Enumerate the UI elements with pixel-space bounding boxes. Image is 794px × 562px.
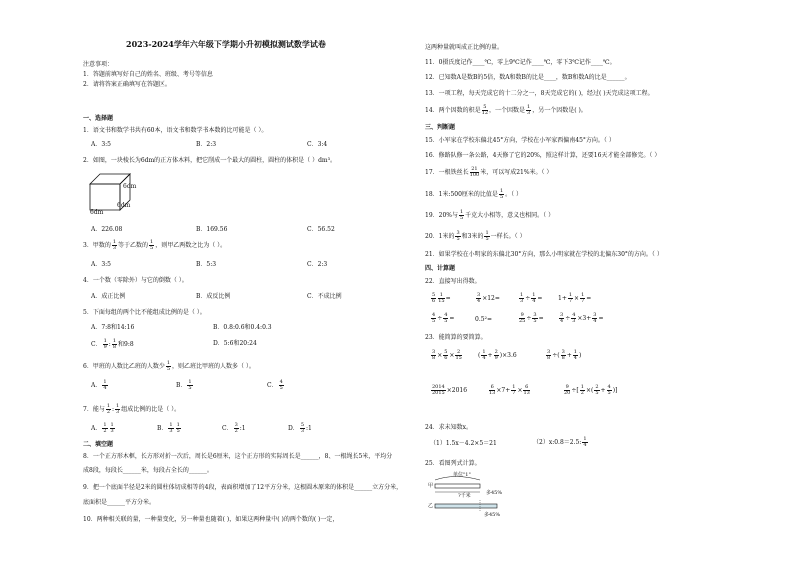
question-11: 11．0摄氏度记作____℃，零上9℃记作____℃，零下3℃记作____℃。 <box>425 59 616 66</box>
q1-option: C．3:4 <box>307 141 328 148</box>
q5-option-d: D．5:6和20:24 <box>213 340 257 347</box>
q5-option: A．7:8和14:16 <box>91 324 135 331</box>
diagram-bottom-label: 多45% <box>484 512 501 518</box>
question-18: 18．1米:500厘米的比值是 $\frac{1}{5}$ 。（ ） <box>425 188 523 200</box>
notice-item: 1．答题前填写好自己的姓名、班级、考号等信息 <box>83 71 213 78</box>
question-16: 16．修路队修一条公路，4天修了它的20%，照这样计算，还要16天才能全部修完。（ ） <box>425 152 661 159</box>
question-15: 15．小军家在学校东偏北45°方向，学校在小军家西偏南45°方向。（ ） <box>425 137 615 144</box>
question-20: 20．1米的 $\frac{3}{5}$ 和3米的 $\frac{1}{5}$ 一样长。（ ） <box>425 230 526 242</box>
q5-option-c: C． $\frac{1}{9}$ : $\frac{1}{8}$ 和9:8 <box>91 338 134 350</box>
calc-item: $\frac{5}{6}$ $\frac{1}{15}$ = <box>432 292 451 304</box>
question-1: 1．语文书和数学书共有60本，语文书和数学书本数的比可能是（ ）。 <box>83 127 268 134</box>
q3-option: C．2:3 <box>307 261 328 268</box>
q1-option: B．2:3 <box>196 141 217 148</box>
cube-label-height: 6dm <box>123 183 137 190</box>
question-13: 13．一项工程，每天完成它的十二分之一，8天完成它的( )，经过( )天完成这项工程。 <box>425 90 654 97</box>
q3-option: A．3:5 <box>91 261 111 268</box>
q7-option: C． $\frac{3}{2}$ :1 <box>222 422 246 434</box>
section-calc: 四、计算题 <box>425 265 456 272</box>
notice-heading: 注意事项： <box>83 61 114 68</box>
diagram-unit-label: 单位"1" <box>453 472 471 478</box>
question-3: 3．甲数的 $\frac{1}{3}$ 等于乙数的 $\frac{1}{5}$ ，则甲乙两数之比为（ ）。 <box>83 239 227 251</box>
q4-option: C．不成比例 <box>307 293 342 300</box>
q7-option: A． $\frac{1}{2}$ $\frac{1}{3}$ <box>91 422 114 434</box>
q6-option: C． $\frac{4}{5}$ <box>267 379 283 391</box>
section-judge: 三、判断题 <box>425 124 456 131</box>
question-19: 19．20%与 $\frac{1}{5}$ 千克大小相等，意义也相同。（ ） <box>425 209 555 221</box>
q3-option: B．5:3 <box>196 261 217 268</box>
calc-item: $\frac{6}{13}$ ×7+ $\frac{1}{7}$ × $\frac{6}{13}$ <box>489 384 530 396</box>
calc-item: $\frac{9}{20}$ ÷[ $\frac{1}{2}$ ×( $\frac{2}{5}$ + $\frac{4}{5}$ )] <box>564 384 618 396</box>
q4-option: A．成正比例 <box>91 293 126 300</box>
question-10: 10．两种相关联的量，一种量变化，另一种量也随着( )，如果这两种量中( )的两个数的( )一定， <box>83 516 339 523</box>
question-12: 12．已知数A是数B的5倍，数A和数B的比是____，数B和数A的比是______。 <box>425 74 631 81</box>
equation-1: （1）1.5x－4.2×5＝21 <box>430 440 497 447</box>
calc-item: 1+ $\frac{1}{7}$ × $\frac{1}{7}$ = <box>558 292 592 304</box>
question-9-cont: 底面积是______平方分米。 <box>83 499 156 506</box>
q7-option: B． $\frac{1}{3}$ $\frac{1}{5}$ <box>157 422 180 434</box>
section-choice: 一、选择题 <box>83 115 114 122</box>
q2-option: B．169.56 <box>196 226 228 233</box>
question-23: 23．能简算的要简算。 <box>425 334 487 341</box>
calc-item: $\frac{1}{3}$ ÷ $\frac{1}{4}$ = <box>520 292 543 304</box>
section-fill: 二、填空题 <box>83 441 114 448</box>
q6-option: B． $\frac{1}{5}$ <box>176 379 192 391</box>
calc-item: $\frac{3}{4}$ ×12= <box>477 292 500 304</box>
question-24: 24．求未知数x。 <box>425 424 473 431</box>
equation-2: （2）x:0.8＝2.5: $\frac{1}{4}$ <box>533 436 587 448</box>
question-21: 21．如果学校在小明家的东偏北30°方向，那么小明家就在学校的北偏东30°的方向。（ ） <box>425 251 663 258</box>
calc-item: $\frac{3}{8}$ ÷( $\frac{3}{8}$ + $\frac{1}{4}$ ) <box>547 349 582 361</box>
q7-option: D． $\frac{5}{3}$ :1 <box>288 422 312 434</box>
q6-option: A． $\frac{1}{4}$ <box>91 379 107 391</box>
q2-option: A．226.08 <box>91 226 123 233</box>
diagram-row-label: 乙 <box>428 503 434 509</box>
calc-item: $\frac{2014}{2015}$ ×2016 <box>432 384 468 396</box>
question-6: 6．甲班的人数比乙班的人数少 $\frac{1}{5}$ ，则乙班比甲班的人数多（ ）。 <box>83 360 255 372</box>
calc-item: $\frac{9}{25}$ ÷ $\frac{3}{5}$ = <box>519 312 544 324</box>
q1-option: A．3:5 <box>91 141 111 148</box>
question-8-cont: 成8段，每段长______米，每段占全长的______。 <box>83 467 213 474</box>
diagram-mid-label: ?千米 <box>458 493 471 499</box>
question-7: 7．能与 $\frac{1}{2}$ : $\frac{1}{3}$ 组成比例的比是（ ）。 <box>83 403 181 415</box>
question-9: 9．把一个底面半径是2米的圆柱体切成相等的4段，表面积增加了12平方分米，这根圆木原来的体积是______立方分米， <box>83 484 403 491</box>
question-14: 14．两个因数的积是 $\frac{5}{12}$ ，一个因数是 $\frac{1}{3}$ ，另一个因数是( )。 <box>425 104 587 116</box>
question-22: 22．直接写出得数。 <box>425 278 481 285</box>
cube-label-depth: 6dm <box>117 202 131 209</box>
q4-option: B．成反比例 <box>196 293 231 300</box>
calc-item: $\frac{3}{4}$ ÷ $\frac{4}{3}$ ×3+ $\frac{3}{4}$ = <box>560 312 604 324</box>
notice-item: 2．请将答案正确填写在答题区。 <box>83 81 171 88</box>
q5-option: B．0.8:0.6和0.4:0.3 <box>213 324 272 331</box>
q2-option: C．56.52 <box>307 226 335 233</box>
question-2: 2．如图，一块棱长为6dm的正方体木料，把它削成一个最大的圆柱，圆柱的体积是（ ）dm³。 <box>83 157 337 164</box>
calc-item: ( $\frac{1}{4}$ + $\frac{2}{9}$ )×3.6 <box>478 349 517 361</box>
page-title: 2023-2024学年六年级下学期小升初模拟测试数学试卷 <box>126 39 326 49</box>
diagram-right-label: 多45% <box>486 490 503 496</box>
calc-item: 0.5²= <box>475 316 492 323</box>
diagram-row-label: 甲 <box>428 483 434 489</box>
calc-item: $\frac{4}{5}$ ÷ $\frac{4}{5}$ = <box>432 312 455 324</box>
question-8: 8．一个正方形木框，长方形对折一次后，周长是6厘米，这个正方形的实际周长是______，8、一根绳长5米，平均分 <box>83 453 393 460</box>
cube-label-width: 6dm <box>90 209 104 216</box>
calc-item: $\frac{3}{8}$ × $\frac{5}{6}$ × $\frac{2}{15}$ <box>432 349 462 361</box>
line-segment-diagram <box>425 470 525 525</box>
question-4: 4．一个数（零除外）与它的倒数（ ）。 <box>83 277 188 284</box>
question-25: 25．看图列式计算。 <box>425 460 481 467</box>
question-5: 5．下面每组的两个比不能组成比例的是（ ）。 <box>83 309 206 316</box>
q10-cont: 这两种量就叫成正比例的量。 <box>425 44 504 51</box>
question-17: 17．一根铁丝长 $\frac{21}{100}$ 米，可以写成21%米。（ ） <box>425 166 553 178</box>
